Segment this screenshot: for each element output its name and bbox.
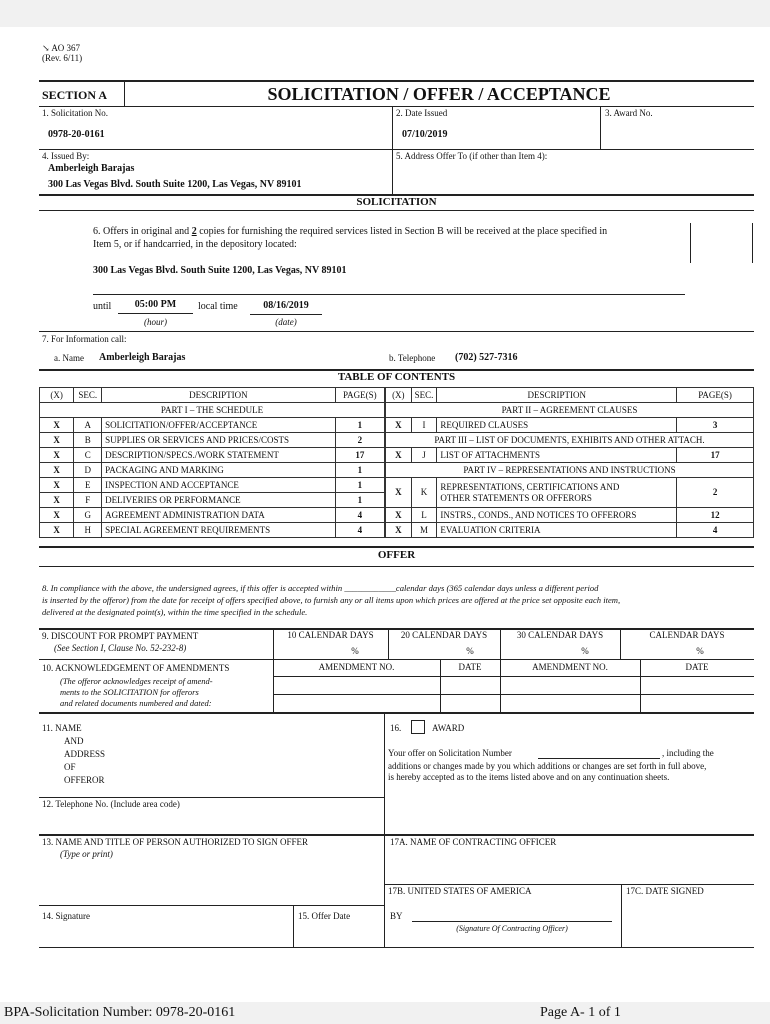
award-text-1a: Your offer on Solicitation Number bbox=[388, 748, 512, 758]
item13-sub: (Type or print) bbox=[60, 849, 113, 859]
award-no-label: 3. Award No. bbox=[605, 108, 653, 118]
top-band bbox=[0, 0, 770, 27]
days30-label: 30 CALENDAR DAYS bbox=[516, 630, 604, 640]
days20-label: 20 CALENDAR DAYS bbox=[400, 630, 488, 640]
item15-label: 15. Offer Date bbox=[298, 911, 351, 921]
hour-label: (hour) bbox=[144, 317, 167, 327]
award-text-2: additions or changes made by you which additions or changes are set forth in full above, bbox=[388, 761, 707, 771]
date-header-2: DATE bbox=[685, 662, 709, 672]
table-row: X C DESCRIPTION/SPECS./WORK STATEMENT 17 bbox=[40, 448, 385, 463]
issued-by-label: 4. Issued By: bbox=[42, 151, 90, 161]
table-row: X I REQUIRED CLAUSES 3 bbox=[386, 418, 754, 433]
award-text-3: is hereby accepted as to the items listed above and on any continuation sheets. bbox=[388, 772, 670, 782]
table-row: X F DELIVERIES OR PERFORMANCE 1 bbox=[40, 493, 385, 508]
solicitation-heading: SOLICITATION bbox=[356, 196, 437, 208]
section-a-label: SECTION A bbox=[42, 88, 108, 102]
toc-right-table: (X) SEC. DESCRIPTION PAGE(S) PART II – AGREEMENT CLAUSES X I REQUIRED CLAUSES 3 PART III – LIST OF DOCUMENTS, EXHIBITS AND OTHER ATTACH. X J LIST OF ATTACHMENTS 17 PART IV – REPRESENTATIONS AND INSTRUCTIONS X K REPRESENTATIONS, CERTIFICATIONS AND OTHER STATEMENTS OR OFFERORS 2 X L INSTRS., CONDS., AND NOTICES TO OFFERORS 12 X M EVALUATION CRITERIA 4 bbox=[385, 387, 754, 538]
item14-label: 14. Signature bbox=[42, 911, 90, 921]
table-row: X H SPECIAL AGREEMENT REQUIREMENTS 4 bbox=[40, 523, 385, 538]
item17b-label: 17B. UNITED STATES OF AMERICA bbox=[388, 886, 532, 896]
ack-label: 10. ACKNOWLEDGEMENT OF AMENDMENTS bbox=[42, 663, 230, 673]
solicitation-no: 0978-20-0161 bbox=[48, 129, 105, 140]
item12-label: 12. Telephone No. (Include area code) bbox=[42, 799, 180, 809]
item11-label: 11. NAME AND ADDRESS OF OFFEROR bbox=[42, 723, 106, 785]
issued-by-address: 300 Las Vegas Blvd. South Suite 1200, Las Vegas, NV 89101 bbox=[48, 179, 302, 190]
pct-20: % bbox=[466, 646, 474, 656]
item16-label: 16. bbox=[390, 723, 402, 733]
ack-sub: (The offeror acknowledges receipt of amend- ments to the SOLICITATION for offerors and related documents numbered and dated: bbox=[60, 676, 213, 708]
days10-label: 10 CALENDAR DAYS bbox=[287, 630, 374, 640]
amend-no-header-1: AMENDMENT NO. bbox=[318, 662, 395, 672]
pct-30: % bbox=[581, 646, 589, 656]
table-row: X B SUPPLIES OR SERVICES AND PRICES/COSTS 2 bbox=[40, 433, 385, 448]
co-signature-label: (Signature Of Contracting Officer) bbox=[456, 924, 568, 933]
until-label: until bbox=[93, 301, 112, 312]
toc-part3: PART III – LIST OF DOCUMENTS, EXHIBITS AND OTHER ATTACH. bbox=[386, 433, 754, 448]
date-issued: 07/10/2019 bbox=[402, 129, 448, 140]
pct-10: % bbox=[351, 646, 359, 656]
table-row: X A SOLICITATION/OFFER/ACCEPTANCE 1 bbox=[40, 418, 385, 433]
info-name: Amberleigh Barajas bbox=[99, 352, 186, 363]
item13-label: 13. NAME AND TITLE OF PERSON AUTHORIZED TO SIGN OFFER bbox=[42, 837, 309, 847]
local-time-label: local time bbox=[198, 301, 238, 312]
toc-part2: PART II – AGREEMENT CLAUSES bbox=[386, 403, 754, 418]
table-row: X L INSTRS., CONDS., AND NOTICES TO OFFERORS 12 bbox=[386, 508, 754, 523]
solicitation-no-label: 1. Solicitation No. bbox=[42, 108, 108, 118]
address-offer-label: 5. Address Offer To (if other than Item 4): bbox=[396, 151, 548, 161]
item6-text: 6. Offers in original and 2 copies for furnishing the required services listed in Section B will be received at the place specified in Item 5, or if handcarried, in the depository located: bbox=[93, 226, 608, 250]
toc-heading: TABLE OF CONTENTS bbox=[337, 371, 456, 383]
date-label: (date) bbox=[275, 317, 297, 327]
amend-no-header-2: AMENDMENT NO. bbox=[532, 662, 608, 672]
table-row: X E INSPECTION AND ACCEPTANCE 1 bbox=[40, 478, 385, 493]
award-label: AWARD bbox=[432, 723, 465, 733]
info-phone-label: b. Telephone bbox=[389, 353, 436, 363]
table-row: X M EVALUATION CRITERIA 4 bbox=[386, 523, 754, 538]
table-row: X G AGREEMENT ADMINISTRATION DATA 4 bbox=[40, 508, 385, 523]
discount-label: 9. DISCOUNT FOR PROMPT PAYMENT bbox=[42, 631, 199, 641]
deadline-time: 05:00 PM bbox=[134, 299, 177, 310]
toc-part1: PART I – THE SCHEDULE bbox=[40, 403, 385, 418]
discount-sub: (See Section I, Clause No. 52-232-8) bbox=[54, 643, 187, 653]
table-row: X J LIST OF ATTACHMENTS 17 bbox=[386, 448, 754, 463]
date-issued-label: 2. Date Issued bbox=[396, 108, 448, 118]
award-checkbox[interactable] bbox=[411, 720, 425, 734]
depository-location: 300 Las Vegas Blvd. South Suite 1200, Las Vegas, NV 89101 bbox=[93, 265, 347, 276]
by-label: BY bbox=[390, 911, 403, 921]
info-name-label: a. Name bbox=[54, 353, 84, 363]
form-title: SOLICITATION / OFFER / ACCEPTANCE bbox=[267, 84, 611, 104]
item8-text: 8. In compliance with the above, the undersigned agrees, if this offer is accepted within ____________calendar days (365 calendar days unless a different period is inserted by the offeror) from the date for receipt of offers specified above, to furnish any or all items upon which prices are offered at the price set opposite each item, delivered at the designated point(s), within the time specified in the schedule. bbox=[42, 583, 621, 617]
footer-page: Page A- 1 of 1 bbox=[540, 1005, 621, 1020]
info-phone: (702) 527-7316 bbox=[455, 352, 518, 363]
form-number: ↘ AO 367 (Rev. 6/11) bbox=[42, 43, 83, 63]
toc-left-table: (X) SEC. DESCRIPTION PAGE(S) PART I – THE SCHEDULE X A SOLICITATION/OFFER/ACCEPTANCE 1 X B SUPPLIES OR SERVICES AND PRICES/COSTS 2 X C DESCRIPTION/SPECS./WORK STATEMENT 17 X D PACKAGING AND MARKING 1 X E INSPECTION AND ACCEPTANCE 1 X F DELIVERIES OR PERFORMANCE 1 X G AGREEMENT ADMINISTRATION DATA 4 X H SPECIAL AGREEMENT REQUIREMENTS 4 bbox=[39, 387, 385, 538]
info-call-label: 7. For Information call: bbox=[42, 334, 127, 344]
days-blank-label: CALENDAR DAYS bbox=[649, 630, 725, 640]
table-row: X K REPRESENTATIONS, CERTIFICATIONS AND OTHER STATEMENTS OR OFFERORS 2 bbox=[386, 478, 754, 508]
date-header-1: DATE bbox=[458, 662, 482, 672]
footer-solicitation: BPA-Solicitation Number: 0978-20-0161 bbox=[4, 1005, 236, 1020]
issued-by-name: Amberleigh Barajas bbox=[48, 163, 135, 174]
offer-heading: OFFER bbox=[377, 549, 416, 561]
table-row: X D PACKAGING AND MARKING 1 bbox=[40, 463, 385, 478]
item17c-label: 17C. DATE SIGNED bbox=[626, 886, 704, 896]
pct-blank: % bbox=[696, 646, 704, 656]
pen-icon: ↘ bbox=[42, 43, 50, 53]
award-text-1b: , including the bbox=[662, 748, 714, 758]
item17a-label: 17A. NAME OF CONTRACTING OFFICER bbox=[390, 837, 557, 847]
deadline-date: 08/16/2019 bbox=[263, 300, 309, 311]
toc-part4: PART IV – REPRESENTATIONS AND INSTRUCTIONS bbox=[386, 463, 754, 478]
